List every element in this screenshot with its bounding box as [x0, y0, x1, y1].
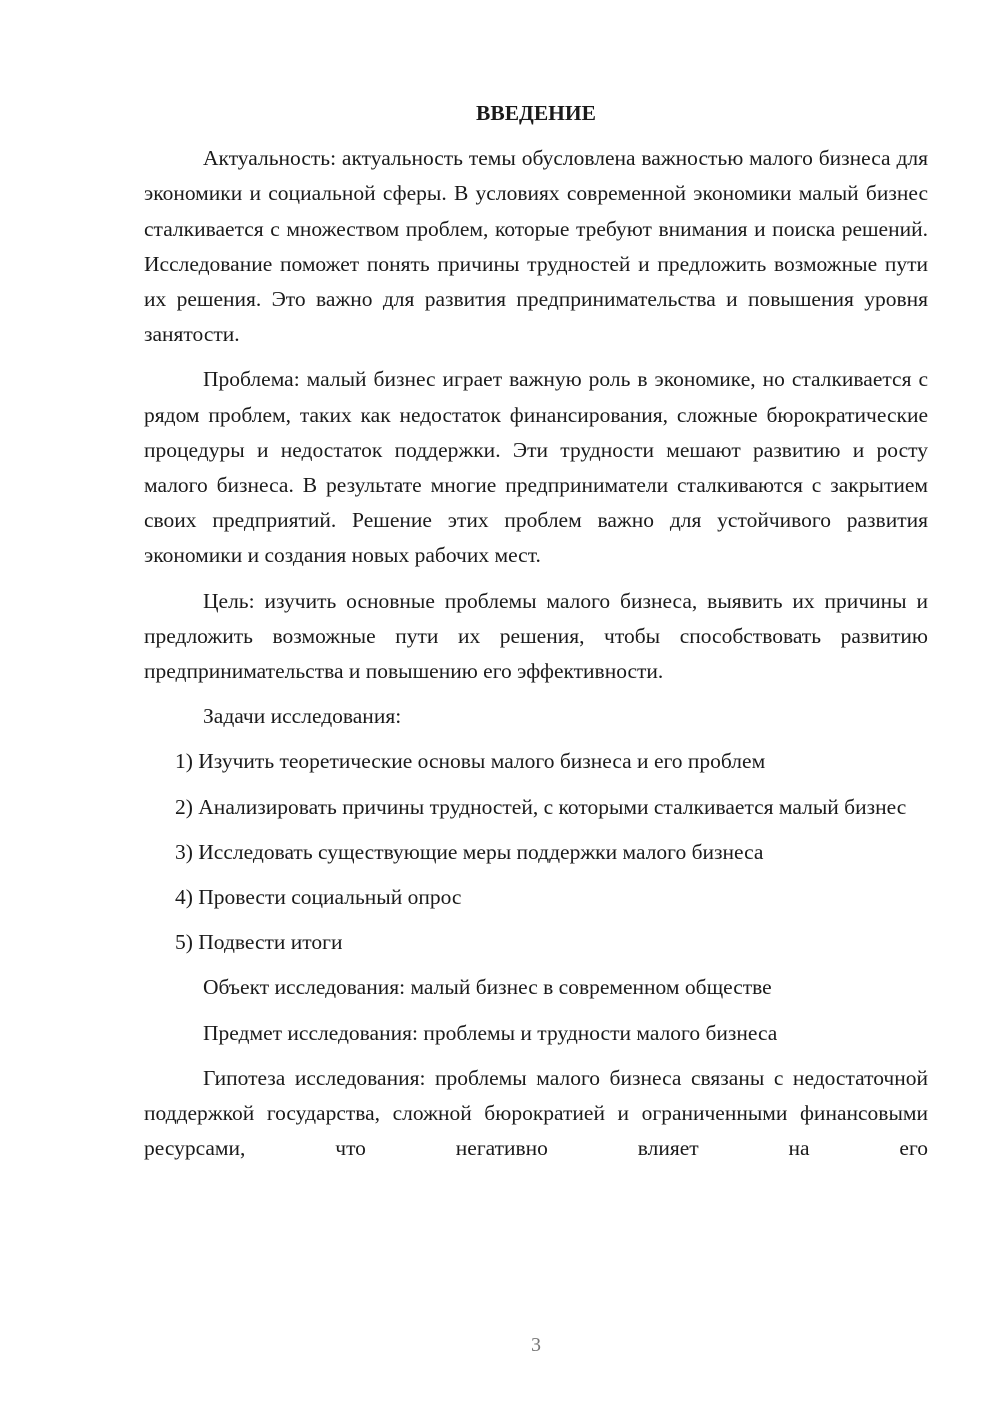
- relevance-paragraph: Актуальность: актуальность темы обусловлена важностью малого бизнеса для экономики и социальной сферы. В условиях современной экономики малый бизнес сталкивается с множеством проблем, которые требуют внимания и поиска решений. Исследование поможет понять причины трудностей и предложить возможные пути их решения. Это важно для развития предпринимательства и повышения уровня занятости.: [144, 146, 928, 347]
- task-item-4: 4) Провести социальный опрос: [175, 885, 462, 910]
- tasks-title: Задачи исследования:: [203, 704, 402, 729]
- problem-paragraph: Проблема: малый бизнес играет важную роль в экономике, но сталкивается с рядом проблем, таких как недостаток финансирования, сложные бюрократические процедуры и недостаток поддержки. Эти трудности мешают развитию и росту малого бизнеса. В результате многие предприниматели сталкиваются с закрытием своих предприятий. Решение этих проблем важно для устойчивого развития экономики и создания новых рабочих мест.: [144, 367, 928, 568]
- goal-paragraph: Цель: изучить основные проблемы малого бизнеса, выявить их причины и предложить возможные пути их решения, чтобы способствовать развитию предпринимательства и повышению его эффективности.: [144, 588, 928, 684]
- task-item-1: 1) Изучить теоретические основы малого бизнеса и его проблем: [175, 749, 766, 774]
- subject-paragraph: Предмет исследования: проблемы и трудности малого бизнеса: [203, 1020, 778, 1045]
- object-paragraph: Объект исследования: малый бизнес в современном обществе: [203, 975, 772, 1000]
- hypothesis-paragraph: Гипотеза исследования: проблемы малого бизнеса связаны с недостаточной поддержкой государства, сложной бюрократией и ограниченными финансовыми ресурсами, что негативно влияет на его: [144, 1065, 928, 1161]
- document-body: [144, 96, 928, 1176]
- task-item-2: 2) Анализировать причины трудностей, с которыми сталкивается малый бизнес: [175, 794, 907, 819]
- page-number: 3: [531, 1334, 541, 1356]
- task-item-5: 5) Подвести итоги: [175, 930, 343, 955]
- task-item-3: 3) Исследовать существующие меры поддержки малого бизнеса: [175, 839, 764, 864]
- page-title: ВВЕДЕНИЕ: [476, 101, 596, 125]
